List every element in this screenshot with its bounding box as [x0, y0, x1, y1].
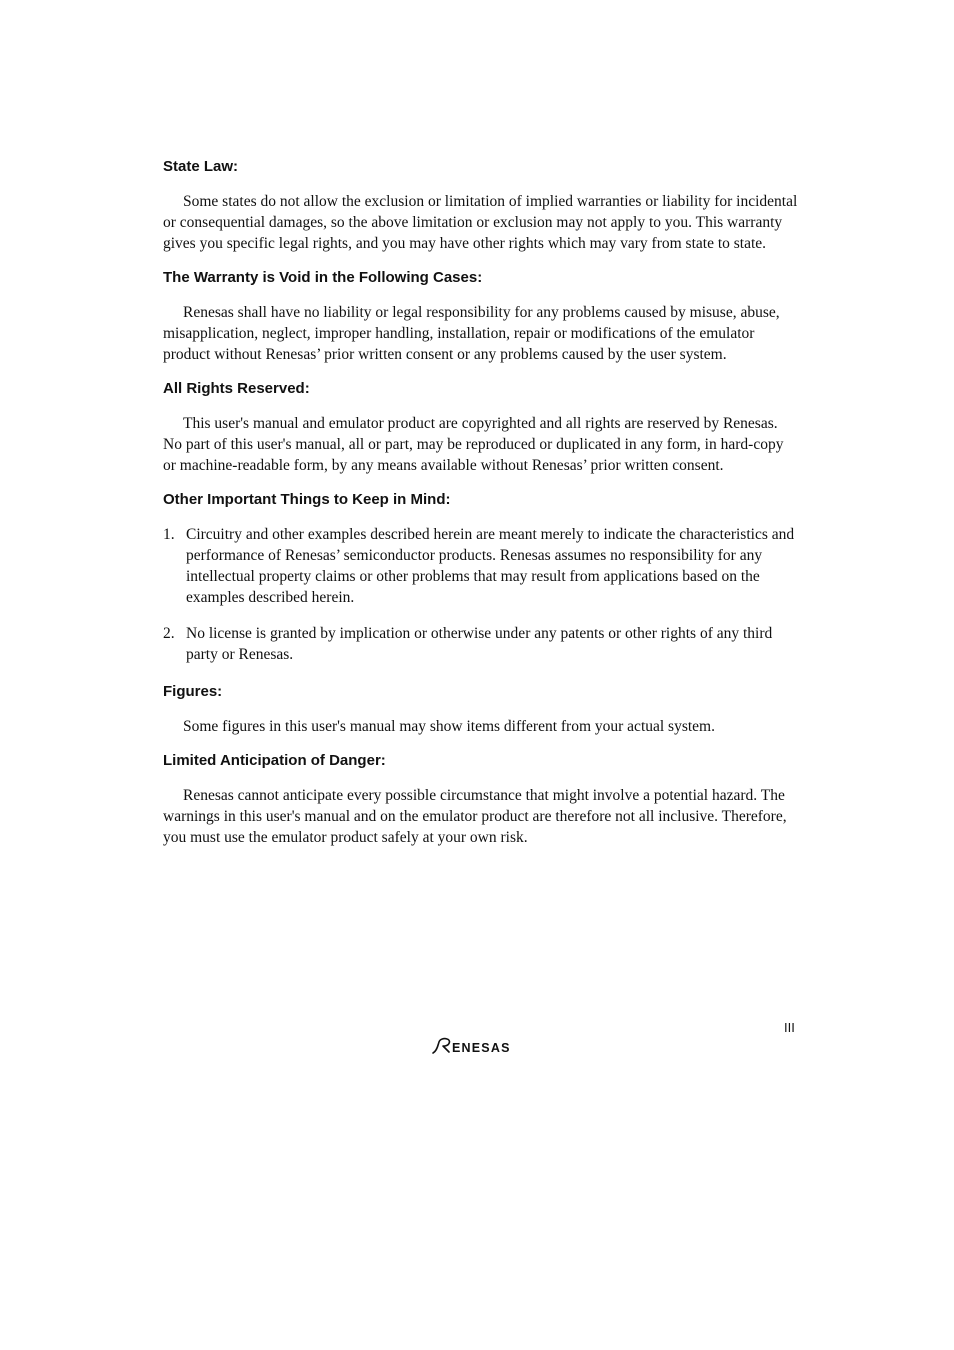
numbered-list — [163, 524, 799, 665]
list-item-number: 1. — [163, 526, 175, 543]
paragraph-limited-anticipation: Renesas cannot anticipate every possible circumstance that might involve a potential hazard. The warnings in this user's manual and on the emulator product are therefore not all inclusive. Therefore, you must use the emulator product safely at your own risk. — [163, 787, 787, 846]
heading-figures: Figures: — [163, 683, 223, 700]
page-number: III — [784, 1020, 795, 1035]
paragraph-state-law: Some states do not allow the exclusion or limitation of implied warranties or liability for incidental or consequential damages, so the above limitation or exclusion may not apply to you. This warranty gives you specific legal rights, and you may have other rights which may vary from state to state. — [163, 193, 798, 252]
heading-warranty-void: The Warranty is Void in the Following Cases: — [163, 269, 483, 286]
list-item-text: Circuitry and other examples described herein are meant merely to indicate the characteristics and performance of Renesas’ semiconductor products. Renesas assumes no responsibility for any intellectual property claims or other problems that may result from applications based on the examples described herein. — [186, 526, 795, 606]
renesas-logo — [431, 1036, 531, 1056]
svg-text:ENESAS: ENESAS — [452, 1041, 511, 1055]
heading-state-law: State Law: — [163, 158, 239, 175]
heading-all-rights-reserved: All Rights Reserved: — [163, 380, 310, 397]
paragraph-all-rights-reserved: This user's manual and emulator product are copyrighted and all rights are reserved by Renesas. No part of this user's manual, all or part, may be reproduced or duplicated in any form, in hard-copy or machine-readable form, by any means available without Renesas’ prior written consent. — [163, 415, 784, 474]
paragraph-warranty-void: Renesas shall have no liability or legal responsibility for any problems caused by misuse, abuse, misapplication, neglect, improper handling, installation, repair or modifications of the emulator product without Renesas’ prior written consent or any problems caused by the user system. — [163, 304, 780, 363]
list-item-text: No license is granted by implication or otherwise under any patents or other rights of any third party or Renesas. — [186, 625, 773, 663]
list-item-number: 2. — [163, 625, 175, 642]
heading-limited-anticipation: Limited Anticipation of Danger: — [163, 752, 386, 769]
list-item — [163, 623, 799, 665]
paragraph-figures: Some figures in this user's manual may show items different from your actual system. — [183, 718, 715, 735]
document-body — [163, 155, 799, 860]
list-item — [163, 524, 799, 608]
heading-other-important-things: Other Important Things to Keep in Mind: — [163, 491, 451, 508]
